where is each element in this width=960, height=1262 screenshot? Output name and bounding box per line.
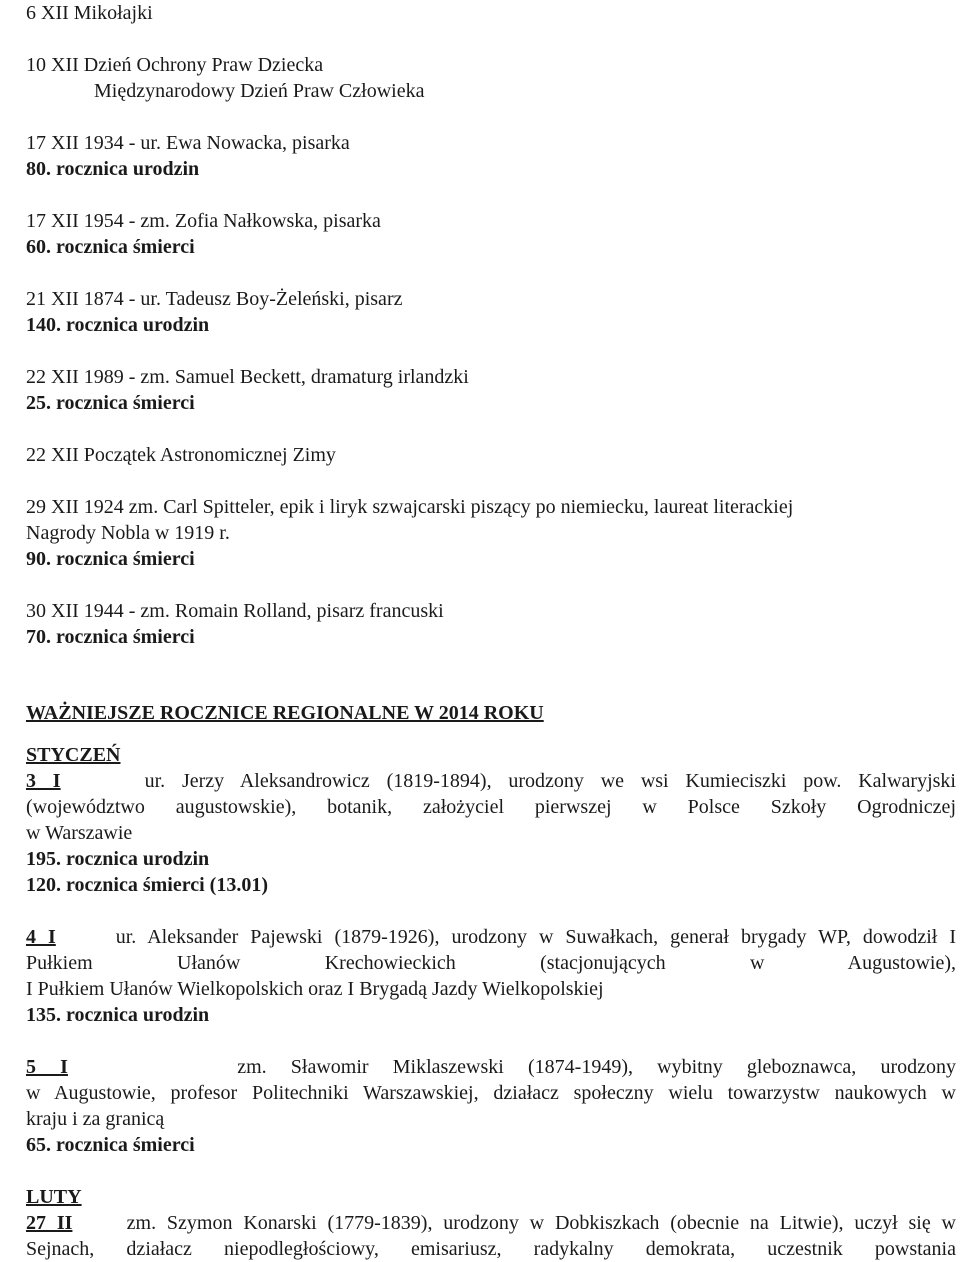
entry-line: w Augustowie, profesor Politechniki Warszawskiej, działacz społeczny wielu towarzystw naukowych w bbox=[26, 1082, 956, 1104]
entry-line: (województwo augustowskie), botanik, założyciel pierwszej w Polsce Szkoły Ogrodniczej bbox=[26, 796, 956, 818]
anniversary-line: 70. rocznica śmierci bbox=[26, 626, 195, 648]
entry-line bbox=[26, 768, 956, 794]
entry-line bbox=[26, 924, 956, 950]
month-heading: STYCZEŃ bbox=[26, 744, 121, 766]
anniversary-line: 90. rocznica śmierci bbox=[26, 548, 195, 570]
entry-date: 3 I bbox=[26, 770, 61, 792]
entry-line: 22 XII 1989 - zm. Samuel Beckett, dramaturg irlandzki bbox=[26, 366, 469, 388]
entry-line: w Warszawie bbox=[26, 822, 133, 844]
entry-line: 17 XII 1954 - zm. Zofia Nałkowska, pisarka bbox=[26, 210, 381, 232]
entry-line: 10 XII Dzień Ochrony Praw Dziecka bbox=[26, 54, 324, 76]
entry-text: zm. Szymon Konarski (1779-1839), urodzony w Dobkiszkach (obecnie na Litwie), uczył się w bbox=[126, 1212, 957, 1234]
entry-text: ur. Aleksander Pajewski (1879-1926), urodzony w Suwałkach, generał brygady WP, dowodził I bbox=[115, 926, 957, 948]
entry-text: ur. Jerzy Aleksandrowicz (1819-1894), urodzony we wsi Kumieciszki pow. Kalwaryjski bbox=[144, 770, 956, 792]
entry-line: Nagrody Nobla w 1919 r. bbox=[26, 522, 230, 544]
entry-date: 5 I bbox=[26, 1056, 68, 1078]
entry-line: Pułkiem Ułanów Krechowieckich (stacjonujących w Augustowie), bbox=[26, 952, 956, 974]
anniversary-line: 65. rocznica śmierci bbox=[26, 1134, 195, 1156]
anniversary-line: 140. rocznica urodzin bbox=[26, 314, 210, 336]
month-heading: LUTY bbox=[26, 1186, 82, 1208]
anniversary-line: 80. rocznica urodzin bbox=[26, 158, 200, 180]
anniversary-line: 195. rocznica urodzin bbox=[26, 848, 210, 870]
entry-line: 17 XII 1934 - ur. Ewa Nowacka, pisarka bbox=[26, 132, 350, 154]
anniversary-line: 135. rocznica urodzin bbox=[26, 1004, 210, 1026]
entry-text: zm. Sławomir Miklaszewski (1874-1949), wybitny gleboznawca, urodzony bbox=[237, 1056, 956, 1078]
anniversary-line: 120. rocznica śmierci (13.01) bbox=[26, 874, 268, 896]
entry-line bbox=[26, 1210, 956, 1236]
entry-line: Międzynarodowy Dzień Praw Człowieka bbox=[94, 80, 425, 102]
anniversary-line: 25. rocznica śmierci bbox=[26, 392, 195, 414]
entry-line: 6 XII Mikołajki bbox=[26, 2, 153, 24]
entry-date: 27 II bbox=[26, 1212, 73, 1234]
entry-line: Sejnach, działacz niepodległościowy, emisariusz, radykalny demokrata, uczestnik powstania bbox=[26, 1238, 956, 1260]
anniversary-line: 60. rocznica śmierci bbox=[26, 236, 195, 258]
entry-line: 30 XII 1944 - zm. Romain Rolland, pisarz francuski bbox=[26, 600, 444, 622]
entry-line bbox=[26, 1054, 956, 1080]
entry-date: 4 I bbox=[26, 926, 56, 948]
entry-line: 29 XII 1924 zm. Carl Spitteler, epik i liryk szwajcarski piszący po niemiecku, laureat literackiej bbox=[26, 496, 794, 518]
entry-line: kraju i za granicą bbox=[26, 1108, 165, 1130]
entry-line: 22 XII Początek Astronomicznej Zimy bbox=[26, 444, 336, 466]
section-heading: WAŻNIEJSZE ROCZNICE REGIONALNE W 2014 ROKU bbox=[26, 702, 544, 724]
entry-line: I Pułkiem Ułanów Wielkopolskich oraz I Brygadą Jazdy Wielkopolskiej bbox=[26, 978, 604, 1000]
entry-line: 21 XII 1874 - ur. Tadeusz Boy-Żeleński, pisarz bbox=[26, 288, 403, 310]
